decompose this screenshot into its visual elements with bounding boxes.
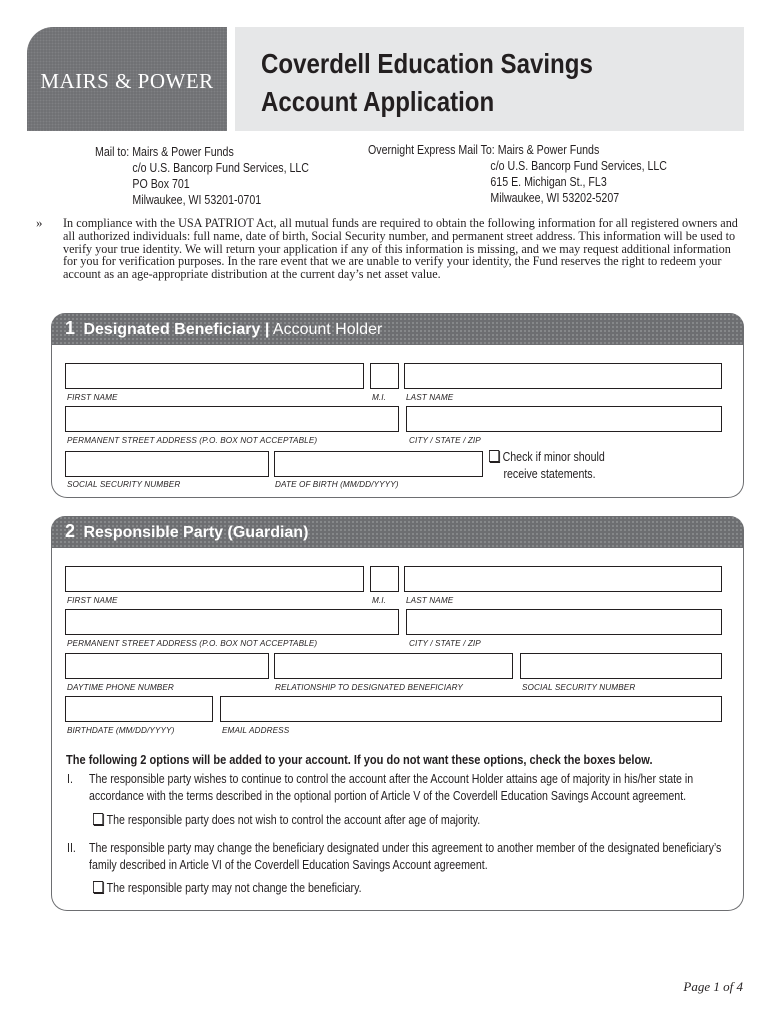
section-subtitle: Account Holder	[269, 321, 383, 338]
section-2-panel	[51, 548, 744, 911]
section-1-panel	[51, 345, 744, 498]
phone-label: DAYTIME PHONE NUMBER	[67, 683, 174, 692]
page-title	[261, 45, 593, 121]
section-2-header	[51, 516, 744, 548]
patriot-act-notice	[36, 217, 744, 281]
guardian-last-name-field[interactable]	[404, 566, 722, 592]
no-control-checkbox[interactable]	[93, 813, 103, 825]
first-name-label: FIRST NAME	[67, 393, 118, 402]
beneficiary-last-name-field[interactable]	[404, 363, 722, 389]
option-1-text	[89, 771, 693, 805]
beneficiary-city-field[interactable]	[406, 406, 722, 432]
title-banner	[235, 27, 744, 131]
ssn-label: SOCIAL SECURITY NUMBER	[67, 480, 181, 489]
mi-label: M.I.	[372, 393, 387, 402]
guardian-street-field[interactable]	[65, 609, 399, 635]
email-label: EMAIL ADDRESS	[222, 726, 290, 735]
beneficiary-street-field[interactable]	[65, 406, 399, 432]
minor-check-label: Check if minor should	[502, 450, 605, 464]
minor-statements-option	[489, 449, 605, 483]
beneficiary-mi-field[interactable]	[370, 363, 399, 389]
guardian-mi-field[interactable]	[370, 566, 399, 592]
title-line-2: Account Application	[261, 86, 495, 117]
ssn-label: SOCIAL SECURITY NUMBER	[522, 683, 636, 692]
section-title: Designated Beneficiary |	[83, 321, 270, 338]
section-1-header	[51, 313, 744, 345]
title-line-1: Coverdell Education Savings	[261, 48, 593, 79]
option-2-line: The responsible party may change the beneficiary designated under this agreement to another member of the designated beneficiary’s	[89, 841, 722, 855]
overnight-label: Overnight Express Mail To: Mairs & Power Funds	[368, 143, 600, 157]
overnight-line: Milwaukee, WI 53202-5207	[490, 191, 620, 205]
guardian-email-field[interactable]	[220, 696, 722, 722]
option-2-text	[89, 840, 721, 874]
option-1-line: The responsible party wishes to continue to control the account after the Account Holder attains age of majority in his/her state in	[89, 772, 694, 786]
guardian-first-name-field[interactable]	[65, 566, 364, 592]
option-2-numeral: II.	[67, 841, 76, 855]
street-label: PERMANENT STREET ADDRESS (P.O. BOX NOT ACCEPTABLE)	[67, 639, 318, 648]
minor-statements-checkbox[interactable]	[489, 450, 499, 462]
overnight-address	[368, 142, 667, 206]
dob-label: DATE OF BIRTH (MM/DD/YYYY)	[275, 480, 399, 489]
city-label: CITY / STATE / ZIP	[409, 639, 481, 648]
guardian-birthdate-field[interactable]	[65, 696, 213, 722]
mi-label: M.I.	[372, 596, 387, 605]
guardian-city-field[interactable]	[406, 609, 722, 635]
option-1-line: accordance with the terms described in the optional portion of Article V of the Coverdell Education Savings Account agreement.	[89, 789, 687, 803]
chevron-right-icon: »	[36, 215, 43, 230]
page-number: Page 1 of 4	[683, 979, 743, 994]
birthdate-label: BIRTHDATE (MM/DD/YYYY)	[67, 726, 175, 735]
minor-check-label-2: receive statements.	[503, 467, 596, 481]
beneficiary-first-name-field[interactable]	[65, 363, 364, 389]
options-heading: The following 2 options will be added to your account. If you do not want these options, check the boxes below.	[66, 752, 653, 767]
logo-text: MAIRS & POWER	[40, 69, 214, 93]
relationship-label: RELATIONSHIP TO DESIGNATED BENEFICIARY	[275, 683, 463, 692]
first-name-label: FIRST NAME	[67, 596, 118, 605]
last-name-label: LAST NAME	[406, 596, 454, 605]
mail-to-label: Mail to: Mairs & Power Funds	[95, 145, 234, 159]
option-1-numeral: I.	[67, 772, 73, 786]
street-label: PERMANENT STREET ADDRESS (P.O. BOX NOT ACCEPTABLE)	[67, 436, 318, 445]
section-number: 1	[65, 318, 76, 338]
no-control-label: The responsible party does not wish to control the account after age of majority.	[106, 813, 481, 827]
guardian-relationship-field[interactable]	[274, 653, 513, 679]
no-beneficiary-change-label: The responsible party may not change the beneficiary.	[106, 881, 362, 895]
option-1-checkbox-row	[93, 812, 480, 829]
mail-line: c/o U.S. Bancorp Fund Services, LLC	[132, 161, 309, 175]
notice-text: In compliance with the USA PATRIOT Act, all mutual funds are required to obtain the following information for all registered owners and all authorized individuals: full name, date of birth, Social Security number, and permanent street address. This information will be used to verify your true identity. We will return your application if any of this information is missing, and we may request additional information for you for verification purposes. In the rare event that we are unable to verify your identity, the Fund reserves the right to redeem your account as an age-appropriate distribution at the current day’s net asset value.	[63, 216, 738, 282]
section-title: Responsible Party (Guardian)	[83, 524, 309, 541]
overnight-line: c/o U.S. Bancorp Fund Services, LLC	[490, 159, 667, 173]
beneficiary-ssn-field[interactable]	[65, 451, 269, 477]
mail-to-address	[95, 144, 309, 208]
section-number: 2	[65, 521, 76, 541]
last-name-label: LAST NAME	[406, 393, 454, 402]
mail-line: PO Box 701	[132, 177, 190, 191]
logo	[27, 27, 227, 131]
guardian-phone-field[interactable]	[65, 653, 269, 679]
no-beneficiary-change-checkbox[interactable]	[93, 881, 103, 893]
city-label: CITY / STATE / ZIP	[409, 436, 481, 445]
overnight-line: 615 E. Michigan St., FL3	[490, 175, 607, 189]
option-2-line: family described in Article VI of the Coverdell Education Savings Account agreement.	[89, 858, 488, 872]
beneficiary-dob-field[interactable]	[274, 451, 483, 477]
option-2-checkbox-row	[93, 880, 362, 897]
mail-line: Milwaukee, WI 53201-0701	[132, 193, 262, 207]
guardian-ssn-field[interactable]	[520, 653, 722, 679]
